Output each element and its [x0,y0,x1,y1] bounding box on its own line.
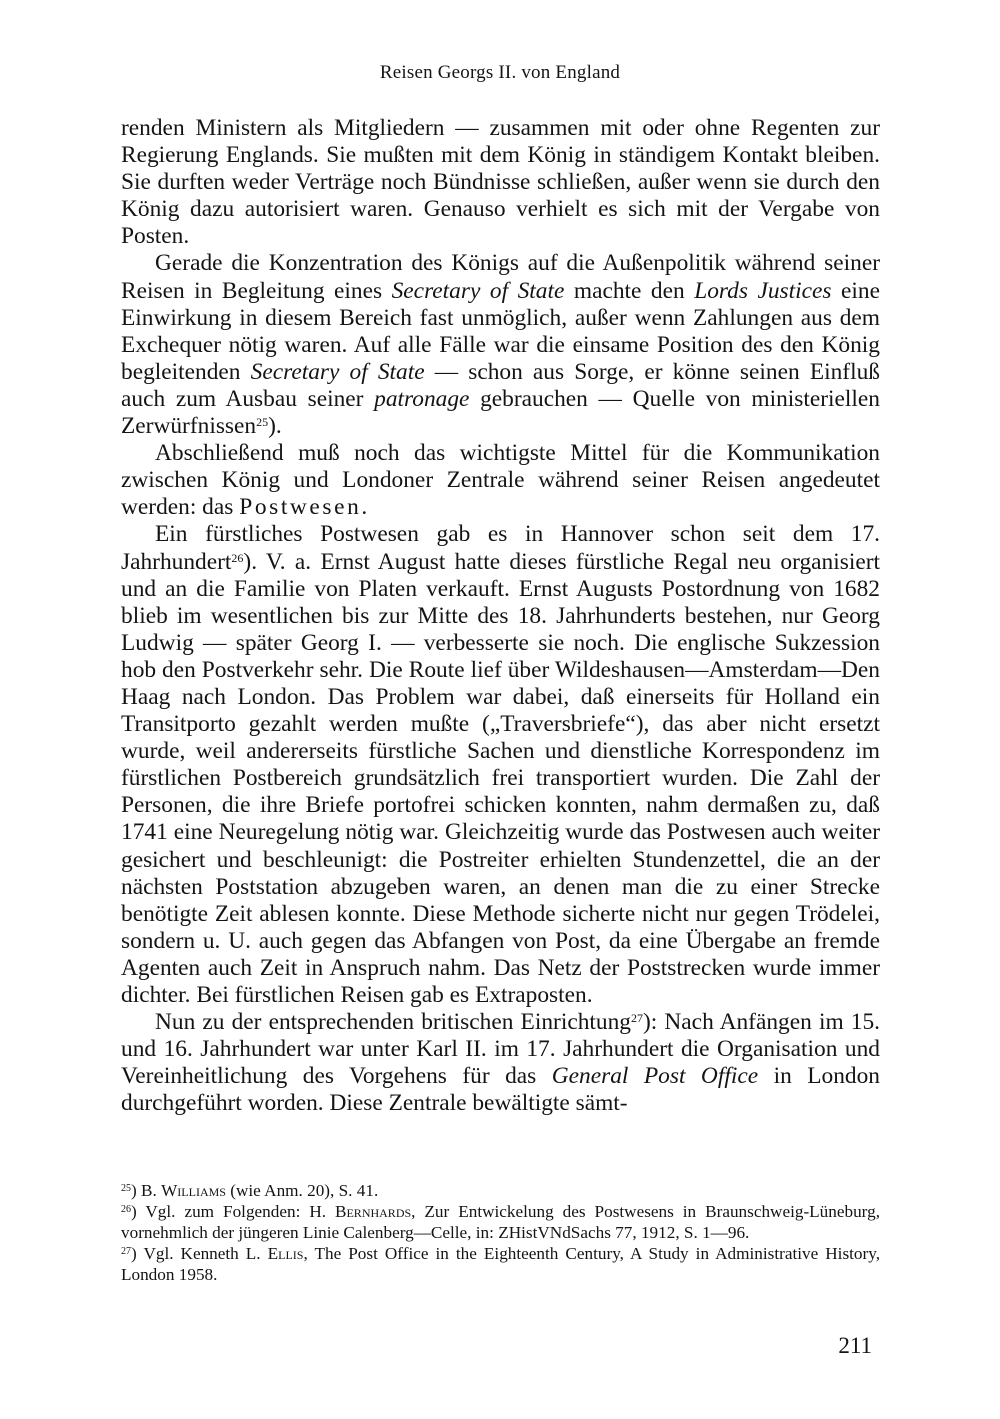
spaced-term: Postwesen [239,494,362,521]
paragraph-5: Nun zu der entsprechenden britischen Einrichtung$^{27}$): Nach Anfängen im 15. und 16. Jahrhundert war unter Karl II. im 17. Jahrhundert die Organisation und Vereinheitlichung des Vorgehens für das General Post Office in London durchgeführt worden. Diese Zentrale bewältigte sämt- [121,1009,880,1117]
footnote-ref-27: 27 [631,1011,643,1026]
italic-term: General Post Office [551,1063,759,1090]
italic-term: Lords Justices [694,277,832,304]
paragraph-4: Ein fürstliches Postwesen gab es in Hannover schon seit dem 17. Jahrhundert$^{26}$). V. a. Ernst August hatte dieses fürstliche Regal neu organisiert und an die Familie von Platen verkauft. Ernst Augusts Postordnung von 1682 blieb im wesentlichen bis zur Mitte des 18. Jahrhunderts bestehen, nur Georg Ludwig — später Georg I. — verbesserte sie noch. Die englische Sukzession hob den Postverkehr sehr. Die Route lief über Wildeshausen—Amsterdam—Den Haag nach London. Das Problem war dabei, daß einerseits für Holland ein Transitporto gezahlt werden mußte („Traversbriefe“), das aber nicht ersetzt wurde, weil andererseits fürstliche Sachen und dienstliche Korrespondenz im fürstlichen Postbereich grundsätzlich frei transportiert wurden. Die Zahl der Personen, die ihre Briefe portofrei schicken konnten, nahm dermaßen zu, daß 1741 eine Neuregelung nötig war. Gleichzeitig wurde das Postwesen auch weiter gesichert und beschleunigt: die Postreiter erhielten Stundenzettel, die an der nächsten Poststation abzugeben waren, an denen man die zu einer Strecke benötigte Zeit ablesen konnte. Diese Methode sicherte nicht nur gegen Trödelei, sondern u. U. auch gegen das Abfangen von Post, da eine Übergabe an fremde Agenten auch Zeit in Anspruch nahm. Das Netz der Poststrecken wurde immer dichter. Bei fürstlichen Reisen gab es Extraposten. [121,521,880,1008]
author-name: Bernhards [335,1202,412,1221]
author-name: Williams [161,1181,226,1200]
running-head: Reisen Georgs II. von England [379,62,621,83]
author-name: Ellis [267,1244,304,1263]
footnote-26: $^{26}$) Vgl. zum Folgenden: H. Bernhards, Zur Entwickelung des Postwesens in Braunschweig-Lüneburg, vornehmlich der jüngeren Linie Calenberg—Celle, in: ZHistVNdSachs 77, 1912, S. 1—96. [121,1202,880,1242]
italic-term: Secretary of State [250,358,425,385]
footnote-25: $^{25}$) B. Williams (wie Anm. 20), S. 41. [121,1181,379,1200]
paragraph-2: Gerade die Konzentration des Königs auf die Außenpolitik während seiner Reisen in Begleitung eines Secretary of State machte den Lords Justices eine Einwirkung in diesem Bereich fast unmöglich, außer wenn Zahlungen aus dem Exchequer nötig waren. Auf alle Fälle war die einsame Position des den König begleitenden Secretary of State — schon aus Sorge, er könne seinen Einfluß auch zum Ausbau seiner patronage gebrauchen — Quelle von ministeriellen Zerwürfnissen$^{25}$). [121,250,880,440]
footnote-ref-25: 25 [256,415,269,430]
paragraph-3: Abschließend muß noch das wichtigste Mittel für die Kommunikation zwischen König und Londoner Zentrale während seiner Reisen angedeutet werden: das Postwesen. [121,440,880,521]
footnote-ref-26: 26 [231,550,244,565]
body-text [121,115,880,1117]
italic-term: patronage [374,385,470,412]
italic-term: Secretary of State [391,277,565,304]
footnote-27: $^{27}$) Vgl. Kenneth L. Ellis, The Post Office in the Eighteenth Century, A Study in Administrative History, London 1958. [121,1244,881,1284]
paragraph-1: renden Ministern als Mitgliedern — zusammen mit oder ohne Regenten zur Regierung Englands. Sie mußten mit dem König in ständigem Kontakt bleiben. Sie durften weder Verträge noch Bündnisse schließen, außer wenn sie durch den König dazu autorisiert waren. Genauso verhielt es sich mit der Vergabe von Posten. [121,115,880,250]
footnotes [121,1180,880,1285]
page-number: 211 [838,1333,872,1358]
